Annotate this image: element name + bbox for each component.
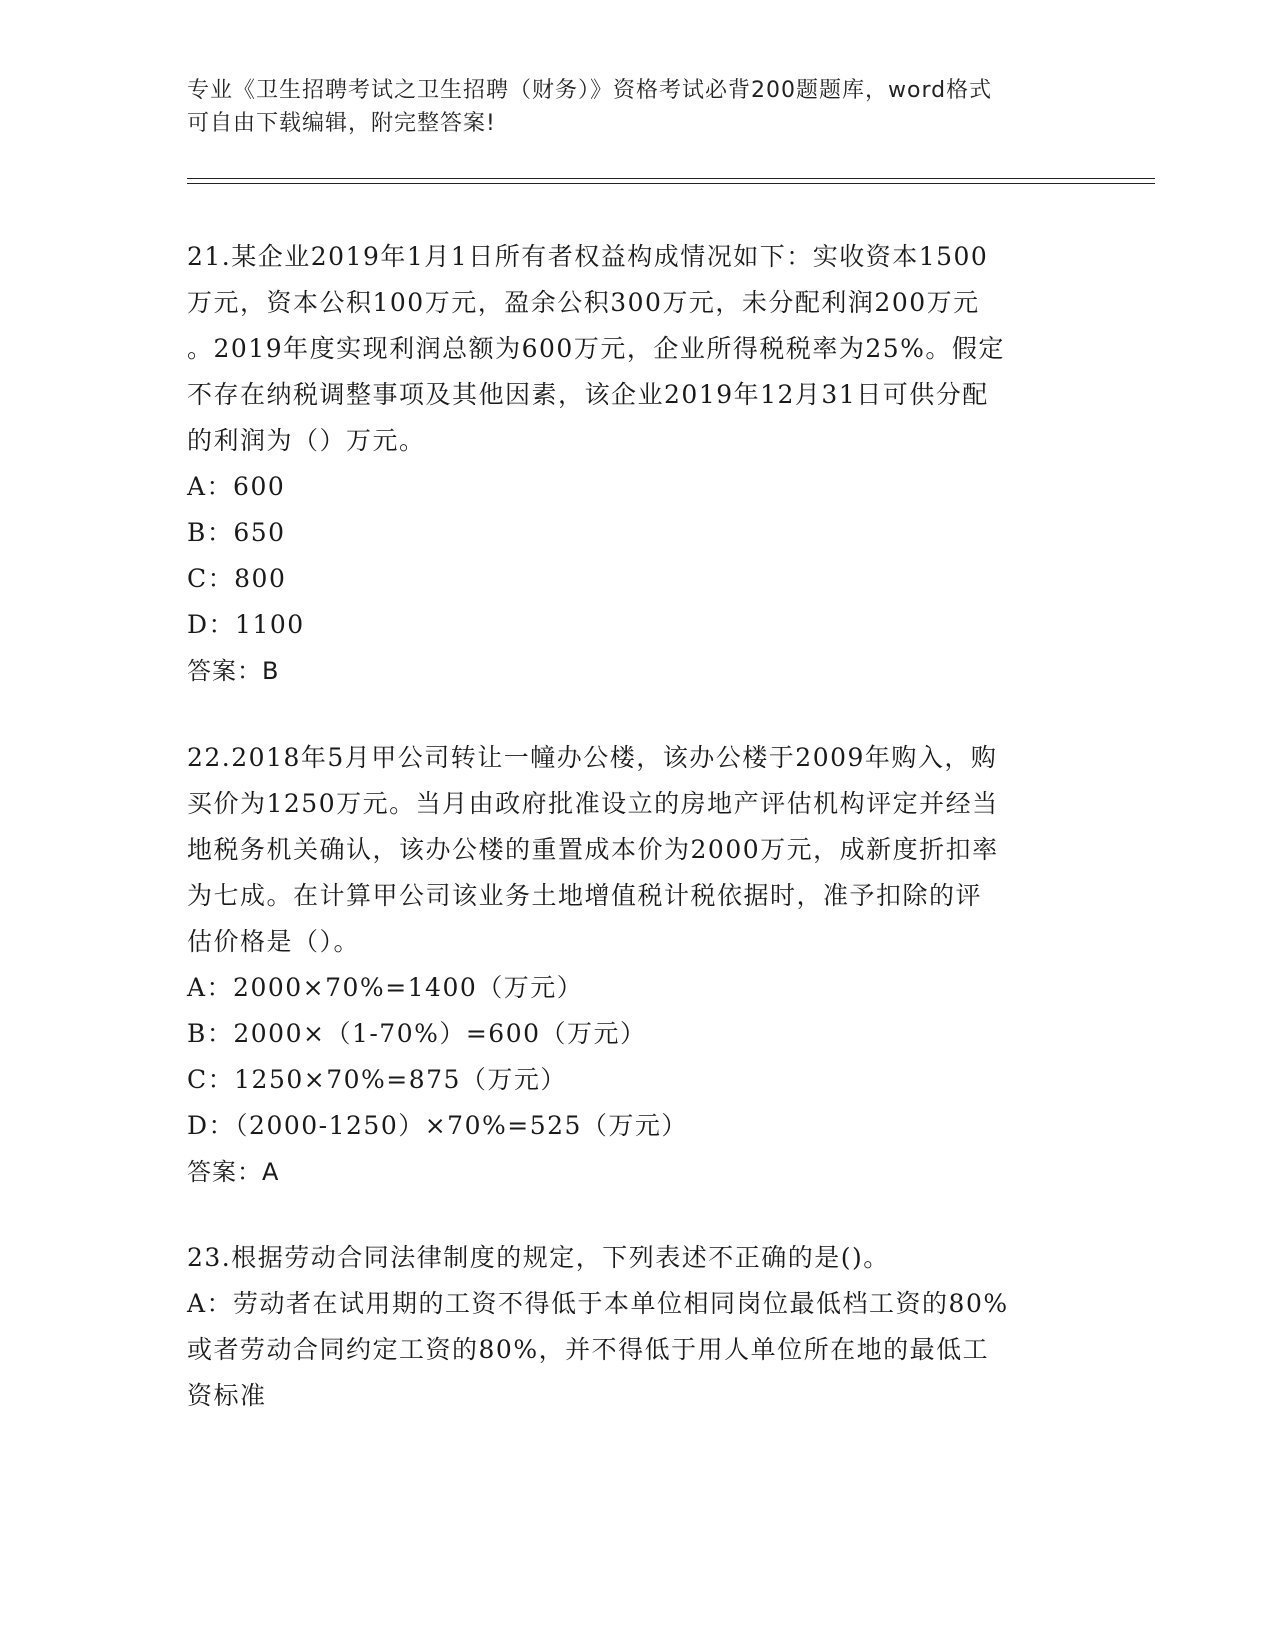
question-stem-line: 23.根据劳动合同法律制度的规定，下列表述不正确的是()。 <box>187 1243 890 1272</box>
question-21 <box>187 234 1087 694</box>
header-title-line-2: 可自由下载编辑，附完整答案! <box>187 111 496 136</box>
option-a: A：2000×70%=1400（万元） <box>187 973 584 1002</box>
answer-label: 答案：A <box>187 1158 280 1186</box>
question-stem-line: 估价格是（）。 <box>187 927 361 956</box>
question-stem-line: 。2019年度实现利润总额为600万元，企业所得税税率为25%。假定 <box>187 334 1005 363</box>
question-stem-line: 为七成。在计算甲公司该业务土地增值税计税依据时，准予扣除的评 <box>187 881 983 910</box>
question-stem-line: 地税务机关确认，该办公楼的重置成本价为2000万元，成新度折扣率 <box>187 835 999 864</box>
question-stem-line: 不存在纳税调整事项及其他因素，该企业2019年12月31日可供分配 <box>187 380 989 409</box>
option-a-continued: 或者劳动合同约定工资的80%，并不得低于用人单位所在地的最低工 <box>187 1335 990 1364</box>
question-22 <box>187 735 1087 1195</box>
option-b: B：650 <box>187 518 286 547</box>
header-divider <box>187 178 1155 184</box>
option-c: C：800 <box>187 564 287 593</box>
header-title-line-1: 专业《卫生招聘考试之卫生招聘（财务）》资格考试必背200题题库，word格式 <box>187 78 993 103</box>
option-a: A：600 <box>187 472 286 501</box>
option-a: A：劳动者在试用期的工资不得低于本单位相同岗位最低档工资的80% <box>187 1289 1009 1318</box>
option-d: D：1100 <box>187 610 305 639</box>
option-c: C：1250×70%=875（万元） <box>187 1065 567 1094</box>
option-a-continued: 资标准 <box>187 1381 267 1410</box>
question-stem-line: 21.某企业2019年1月1日所有者权益构成情况如下：实收资本1500 <box>187 242 989 271</box>
question-stem-line: 22.2018年5月甲公司转让一幢办公楼，该办公楼于2009年购入，购 <box>187 743 998 772</box>
answer-label: 答案：B <box>187 657 280 685</box>
option-d: D：（2000-1250）×70%=525（万元） <box>187 1111 688 1140</box>
question-stem-line: 买价为1250万元。当月由政府批准设立的房地产评估机构评定并经当 <box>187 789 999 818</box>
question-23 <box>187 1235 1087 1419</box>
question-stem-line: 万元，资本公积100万元，盈余公积300万元，未分配利润200万元 <box>187 288 980 317</box>
question-stem-line: 的利润为（）万元。 <box>187 426 426 455</box>
option-b: B：2000×（1-70%）=600（万元） <box>187 1019 647 1048</box>
page-header <box>187 74 1067 140</box>
